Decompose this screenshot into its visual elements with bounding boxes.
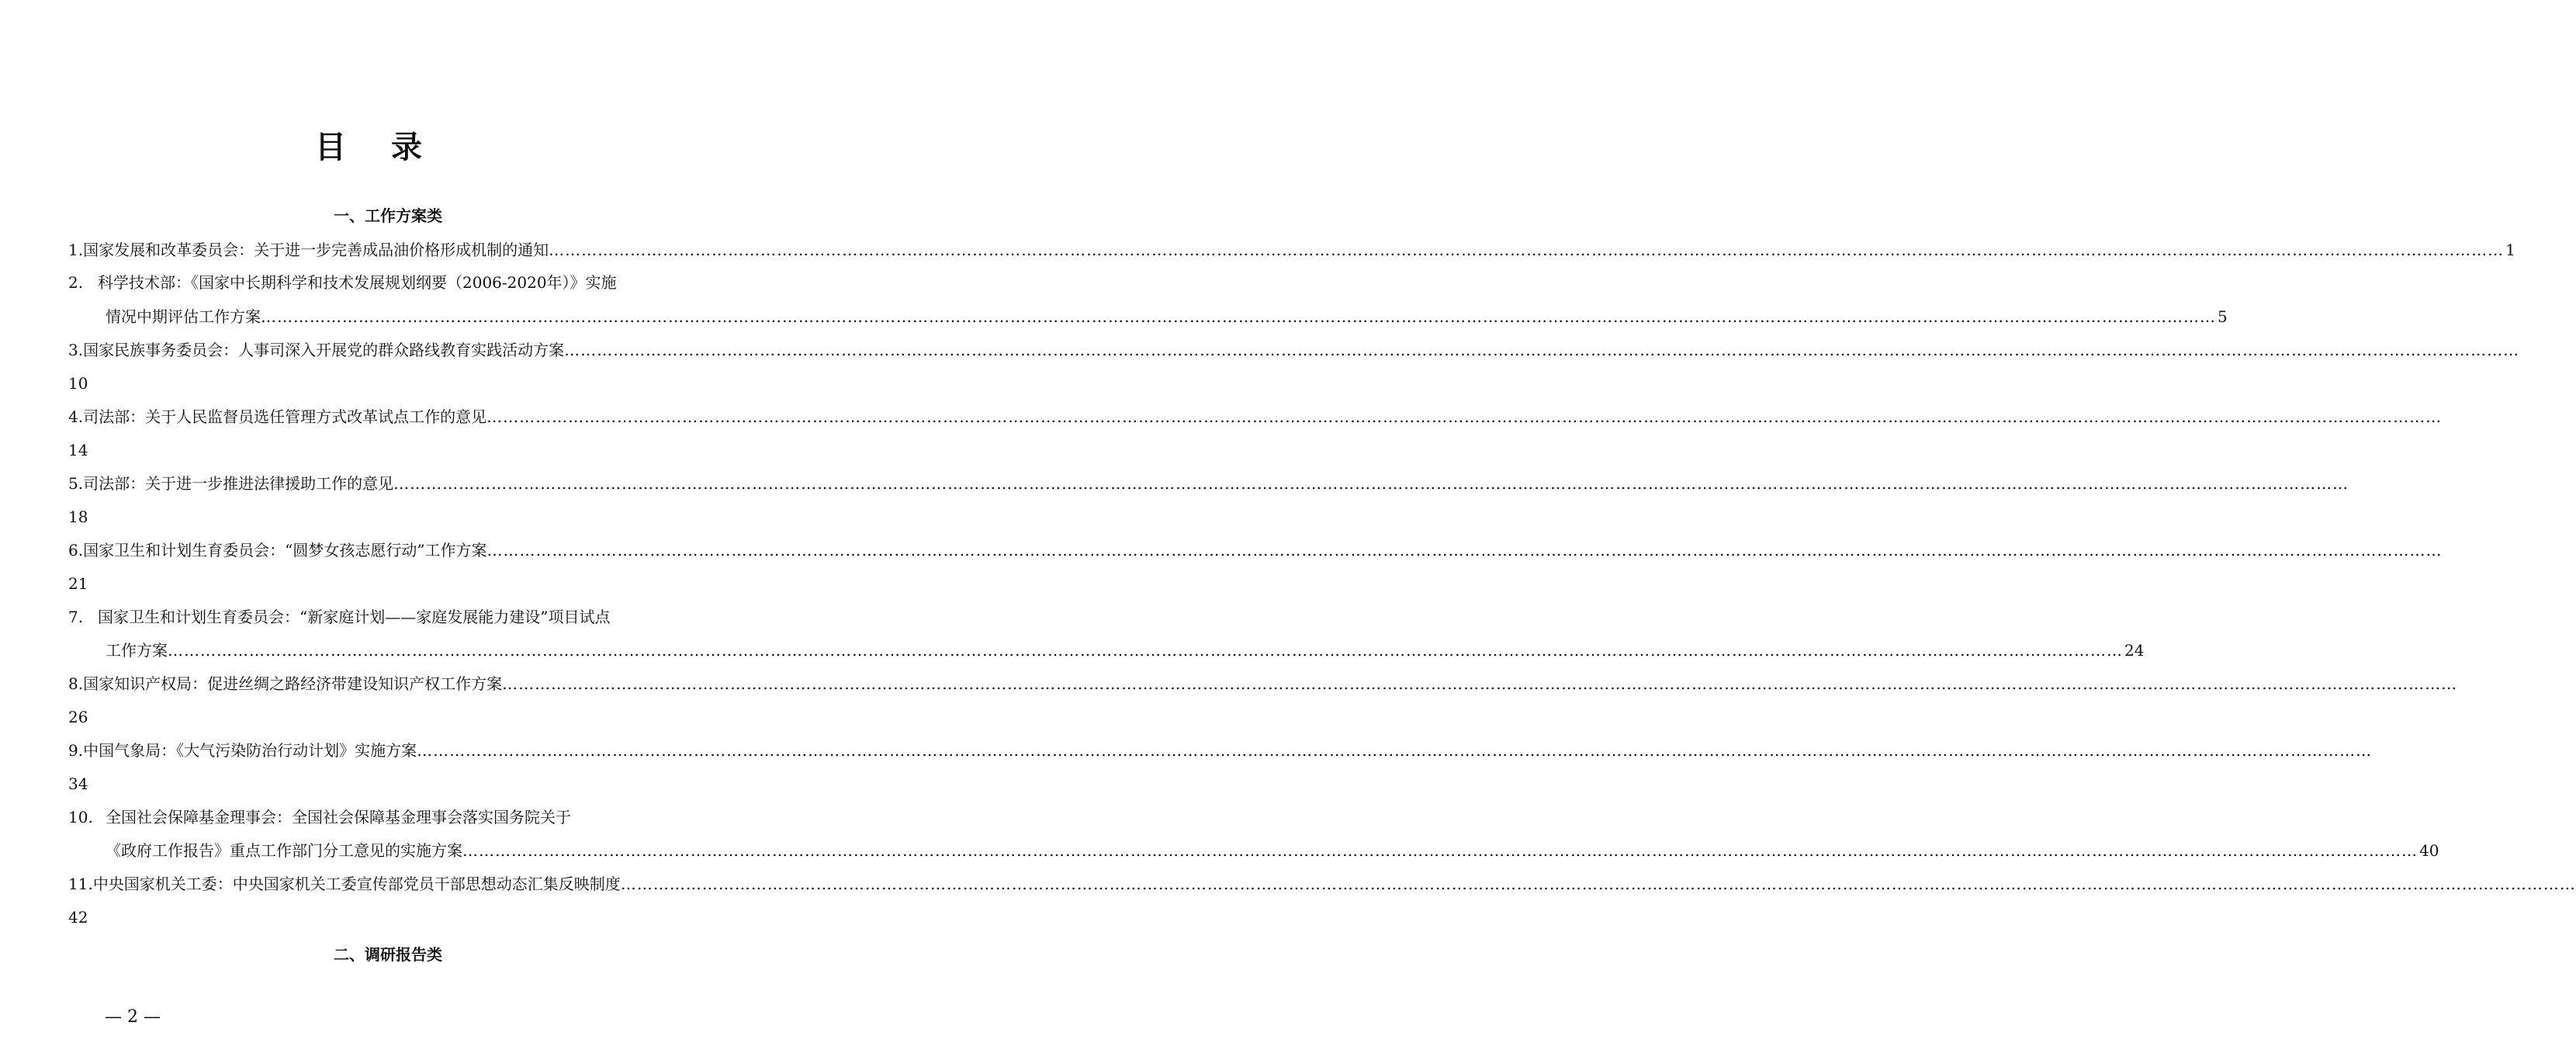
entry-title: 司法部：关于进一步推进法律援助工作的意见: [83, 474, 394, 493]
entry-title: 中央国家机关工委：中央国家机关工委宣传部党员干部思想动态汇集反映制度: [92, 875, 621, 893]
entry-number: 3.: [68, 341, 84, 359]
toc-entry-9[interactable]: [68, 740, 2373, 761]
entry-page-number: 14: [68, 441, 88, 459]
leader-dots: ………………………………………………………………………………………………………………………………………………………………………………………………………………………………………………………………………………………………………………………………: [261, 307, 2216, 326]
entry-number: 9.: [68, 741, 84, 760]
entry-page-number: 42: [68, 908, 88, 927]
entry-number: 5.: [68, 474, 84, 493]
toc-entry-1[interactable]: [68, 239, 2515, 261]
entry-number: 7.: [68, 608, 84, 626]
entry-page-number: 5: [2218, 307, 2228, 326]
entry-number: 11.: [68, 875, 93, 893]
entry-number: 2.: [68, 273, 84, 292]
toc-entry-10-cont[interactable]: [106, 840, 2439, 861]
toc-entry-5[interactable]: [68, 473, 2349, 494]
leader-dots: ………………………………………………………………………………………………………………………………………………………………………………………………………………………………………………………………………………………………………………………………: [564, 341, 2520, 359]
leader-dots: ………………………………………………………………………………………………………………………………………………………………………………………………………………………………………………………………………………………………………………………………: [620, 875, 2576, 893]
toc-entry-3[interactable]: [68, 339, 2520, 361]
entry-title: 国家卫生和计划生育委员会：“圆梦女孩志愿行动”工作方案: [83, 541, 487, 560]
entry-title: 中国气象局：《大气污染防治行动计划》实施方案: [83, 741, 417, 760]
toc-entry-2[interactable]: [68, 272, 701, 293]
page-footer-number: — 2 —: [105, 1007, 161, 1027]
leader-dots: ………………………………………………………………………………………………………………………………………………………………………………………………………………………………………………………………………………………………………………………………: [502, 674, 2458, 693]
entry-page-number: 1: [2505, 241, 2515, 259]
entry-title: 国家发展和改革委员会：关于进一步完善成品油价格形成机制的通知: [83, 241, 549, 259]
entry-title: 科学技术部：《国家中长期科学和技术发展规划纲要（2006-2020年）》实施: [98, 273, 617, 292]
entry-page-number: 34: [68, 774, 88, 793]
toc-entry-2-cont[interactable]: [106, 306, 2228, 327]
entry-page-number: 21: [68, 574, 88, 593]
entry-number: 6.: [68, 541, 84, 560]
toc-entry-8[interactable]: [68, 673, 2458, 695]
leader-dots: ………………………………………………………………………………………………………………………………………………………………………………………………………………………………………………………………………………………………………………………………: [549, 241, 2505, 259]
entry-number: 4.: [68, 407, 84, 426]
entry-title-cont: 《政府工作报告》重点工作部门分工意见的实施方案: [106, 841, 462, 860]
toc-entry-10[interactable]: [68, 806, 701, 828]
entry-number: 8.: [68, 674, 84, 693]
entry-title: 国家民族事务委员会：人事司深入开展党的群众路线教育实践活动方案: [83, 341, 565, 359]
toc-entry-6[interactable]: [68, 539, 2443, 561]
page-title: 目 录: [315, 129, 439, 165]
entry-page-number: 24: [2124, 641, 2145, 660]
leader-dots: ………………………………………………………………………………………………………………………………………………………………………………………………………………………………………………………………………………………………………………………………: [486, 407, 2443, 426]
entry-title: 国家知识产权局：促进丝绸之路经济带建设知识产权工作方案: [83, 674, 503, 693]
entry-page-number: 26: [68, 708, 88, 726]
entry-title-cont: 情况中期评估工作方案: [106, 307, 261, 326]
entry-number: 1.: [68, 241, 84, 259]
entry-page-number: 10: [68, 374, 88, 393]
leader-dots: ………………………………………………………………………………………………………………………………………………………………………………………………………………………………………………………………………………………………………………………………: [168, 641, 2123, 660]
leader-dots: ………………………………………………………………………………………………………………………………………………………………………………………………………………………………………………………………………………………………………………………………: [393, 474, 2349, 493]
toc-entry-4[interactable]: [68, 406, 2443, 428]
leader-dots: ………………………………………………………………………………………………………………………………………………………………………………………………………………………………………………………………………………………………………………………………: [486, 541, 2443, 560]
entry-title: 国家卫生和计划生育委员会：“新家庭计划——家庭发展能力建设”项目试点: [98, 608, 611, 626]
entry-title: 全国社会保障基金理事会：全国社会保障基金理事会落实国务院关于: [106, 808, 571, 826]
section-heading-2: 二、调研报告类: [334, 945, 442, 964]
entry-title-cont: 工作方案: [106, 641, 168, 660]
entry-title: 司法部：关于人民监督员选任管理方式改革试点工作的意见: [83, 407, 487, 426]
leader-dots: ………………………………………………………………………………………………………………………………………………………………………………………………………………………………………………………………………………………………………………………………: [417, 741, 2373, 760]
toc-entry-11[interactable]: [68, 873, 2576, 895]
entry-page-number: 40: [2419, 841, 2439, 860]
toc-entry-7[interactable]: [68, 606, 701, 628]
entry-page-number: 18: [68, 508, 88, 526]
section-heading-1: 一、工作方案类: [334, 206, 442, 225]
leader-dots: ………………………………………………………………………………………………………………………………………………………………………………………………………………………………………………………………………………………………………………………………: [462, 841, 2418, 860]
toc-entry-7-cont[interactable]: [106, 639, 2145, 661]
entry-number: 10.: [68, 808, 93, 826]
